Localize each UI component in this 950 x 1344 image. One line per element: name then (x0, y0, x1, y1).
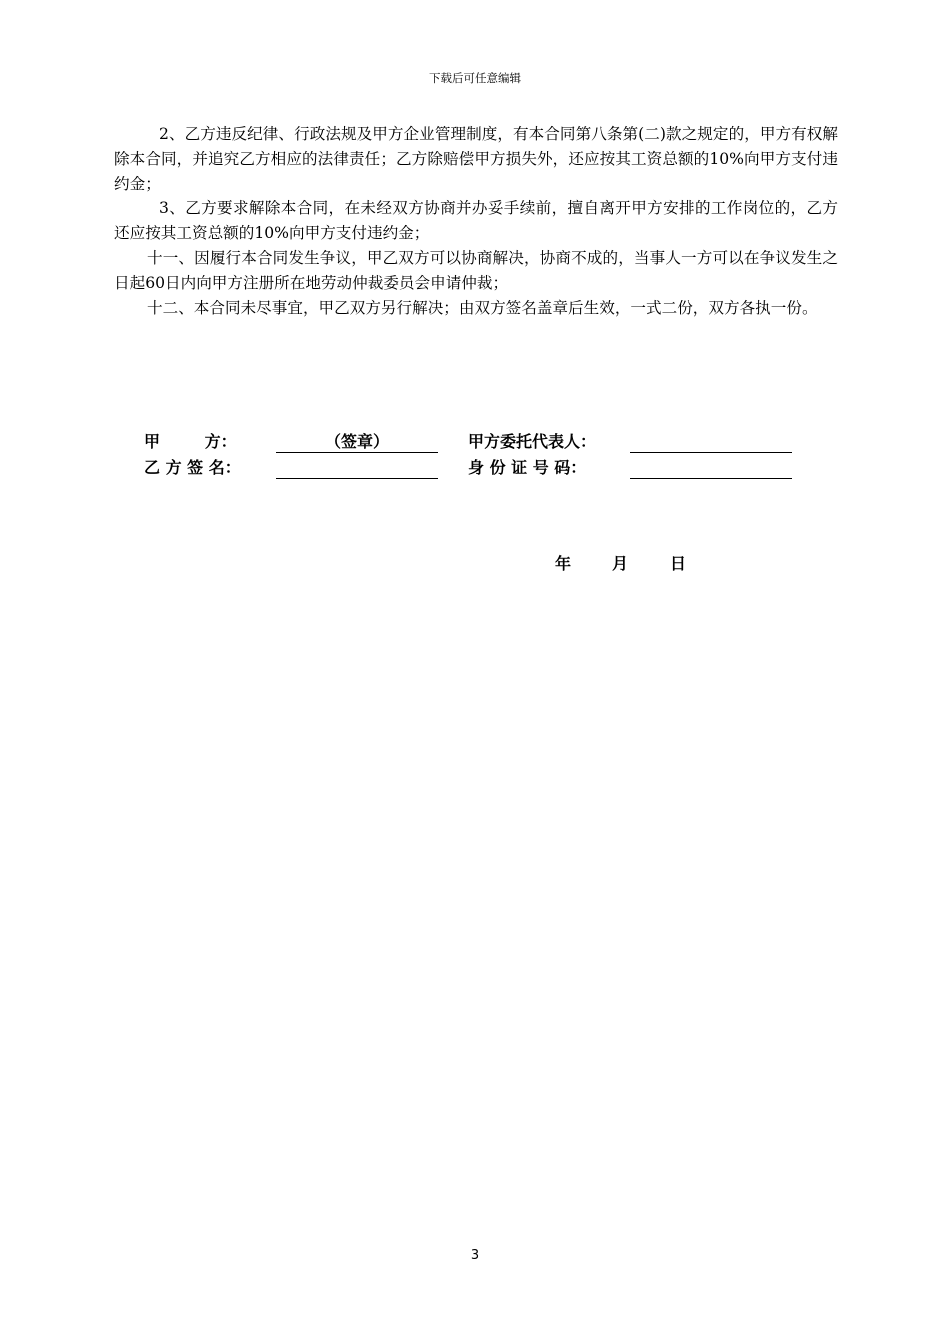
party-a-seal-field[interactable]: （签章） (276, 432, 438, 453)
paragraph-termination-2: 2、乙方违反纪律、行政法规及甲方企业管理制度，有本合同第八条第(二)款之规定的，甲方有权解除本合同，并追究乙方相应的法律责任；乙方除赔偿甲方损失外，还应按其工资总额的10%向甲方支付违约金； (114, 125, 838, 193)
date-month: 月 (612, 554, 629, 573)
party-a-rep-label: 甲方委托代表人： (468, 432, 597, 451)
date-day: 日 (670, 554, 687, 573)
id-number-field[interactable] (630, 458, 792, 479)
party-b-signature-label: 乙 方 签 名： (144, 458, 241, 477)
id-number-label: 身 份 证 号 码： (468, 458, 587, 477)
paragraph-termination-3: 3、乙方要求解除本合同，在未经双方协商并办妥手续前，擅自离开甲方安排的工作岗位的，乙方还应按其工资总额的10%向甲方支付违约金； (114, 199, 838, 243)
paragraph-article-11: 十一、因履行本合同发生争议，甲乙双方可以协商解决，协商不成的，当事人一方可以在争议发生之日起60日内向甲方注册所在地劳动仲裁委员会申请仲裁； (114, 248, 838, 292)
party-a-rep-field[interactable] (630, 432, 792, 453)
page-header: 下载后可任意编辑 (429, 71, 521, 85)
paragraph-article-12: 十二、本合同未尽事宜，甲乙双方另行解决；由双方签名盖章后生效，一式二份，双方各执一份。 (147, 298, 818, 317)
party-b-signature-field[interactable] (276, 458, 438, 479)
party-a-label: 甲 方： (144, 432, 237, 451)
page-number: 3 (470, 1248, 480, 1263)
date-year: 年 (555, 554, 572, 573)
